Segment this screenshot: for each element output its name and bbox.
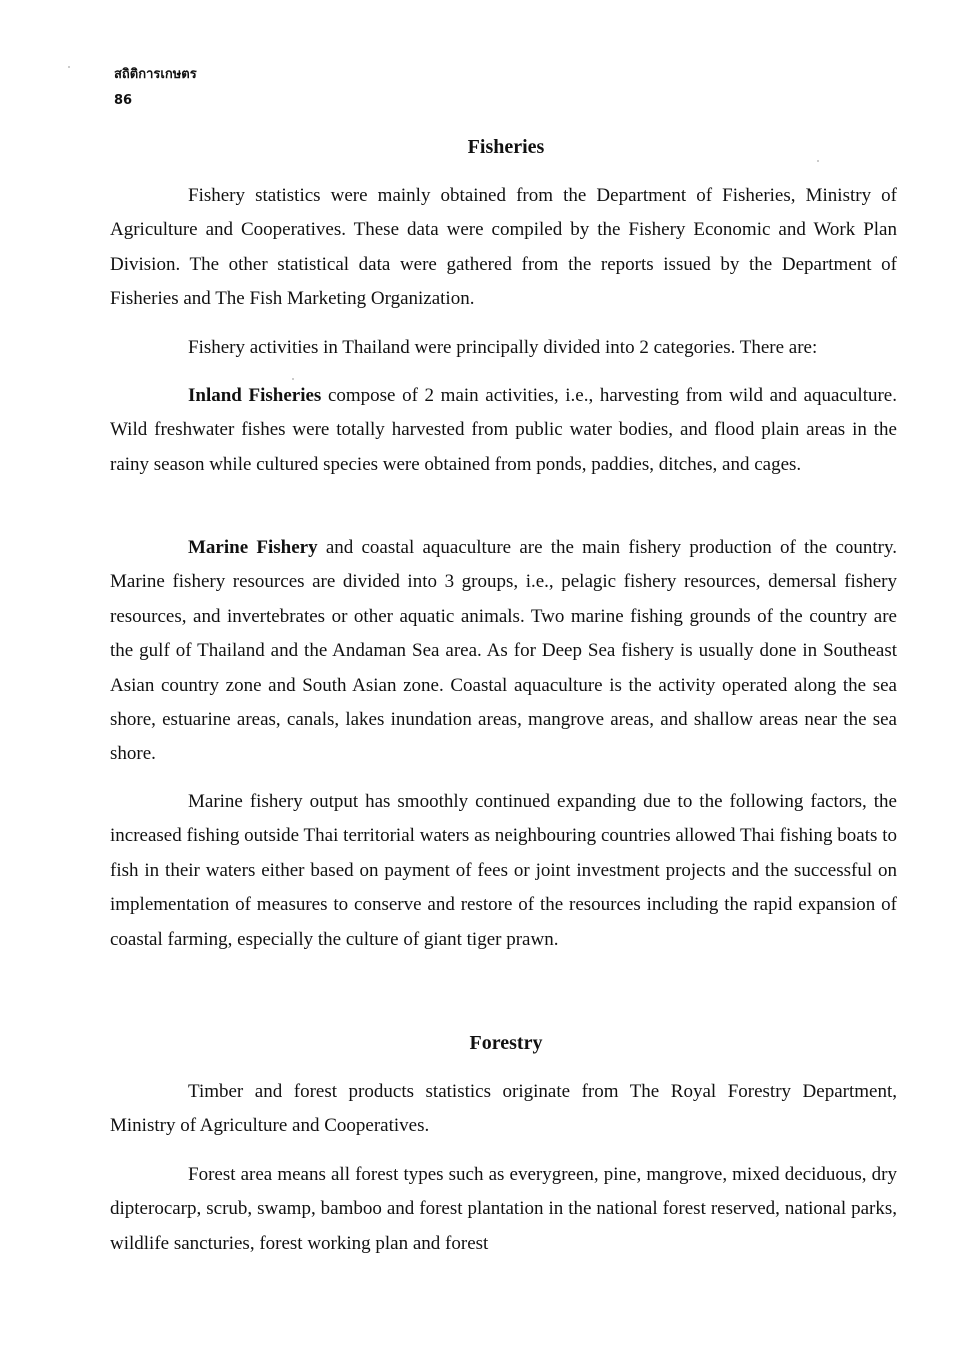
forestry-paragraph-definition: Forest area means all forest types such as everygreen, pine, mangrove, mixed deciduous, dry dipterocarp, scrub, swamp, bamboo and forest plantation in the national forest reserved, national parks, wildlife sancturies, forest working plan and forest	[110, 1164, 897, 1254]
scan-speck	[292, 378, 294, 380]
section-heading-fisheries: Fisheries	[467, 136, 545, 158]
scan-speck	[68, 66, 70, 68]
fisheries-paragraph-output: Marine fishery output has smoothly continued expanding due to the following factors, the increased fishing outside Thai territorial waters as neighbouring countries allowed Thai fishing boats to fish in their waters either based on payment of fees or joint investment projects and the successful on implementation of measures to conserve and restore of the resources including the rapid expansion of coastal farming, especially the culture of giant tiger prawn.	[110, 791, 897, 950]
marine-fishery-text: and coastal aquaculture are the main fishery production of the country. Marine fishery resources are divided into 3 groups, i.e., pelagic fishery resources, demersal fishery resources, and invertebrates or other aquatic animals. Two marine fishing grounds of the country are the gulf of Thailand and the Andaman Sea area. As for Deep Sea fishery is usually done in Southeast Asian country zone and South Asian zone. Coastal aquaculture is the activity operated along the sea shore, estuarine areas, canals, lakes inundation areas, mangrove areas, and shallow areas near the sea shore.	[110, 537, 897, 765]
fisheries-paragraph-categories: Fishery activities in Thailand were principally divided into 2 categories. There are:	[188, 337, 818, 358]
inland-fisheries-lead: Inland Fisheries	[188, 385, 322, 406]
page-number: 86	[114, 93, 133, 108]
fisheries-paragraph-sources: Fishery statistics were mainly obtained from the Department of Fisheries, Ministry of Agriculture and Cooperatives. These data were compiled by the Fishery Economic and Work Plan Division. The other statistical data were gathered from the reports issued by the Department of Fisheries and The Fish Marketing Organization.	[110, 185, 897, 310]
running-header	[114, 62, 197, 114]
marine-fishery-lead: Marine Fishery	[188, 537, 318, 558]
fisheries-paragraph-inland	[110, 379, 897, 482]
section-heading-forestry: Forestry	[469, 1032, 543, 1054]
publication-title: สถิติการเกษตร	[114, 67, 197, 82]
inland-fisheries-text: compose of 2 main activities, i.e., harvesting from wild and aquaculture. Wild freshwater fishes were totally harvested from public water bodies, and flood plain areas in the rainy season while cultured species were obtained from ponds, paddies, ditches, and cages.	[110, 385, 897, 475]
forestry-paragraph-sources: Timber and forest products statistics originate from The Royal Forestry Department, Ministry of Agriculture and Cooperatives.	[110, 1081, 897, 1137]
scan-speck	[817, 160, 819, 162]
fisheries-paragraph-marine	[110, 531, 897, 772]
